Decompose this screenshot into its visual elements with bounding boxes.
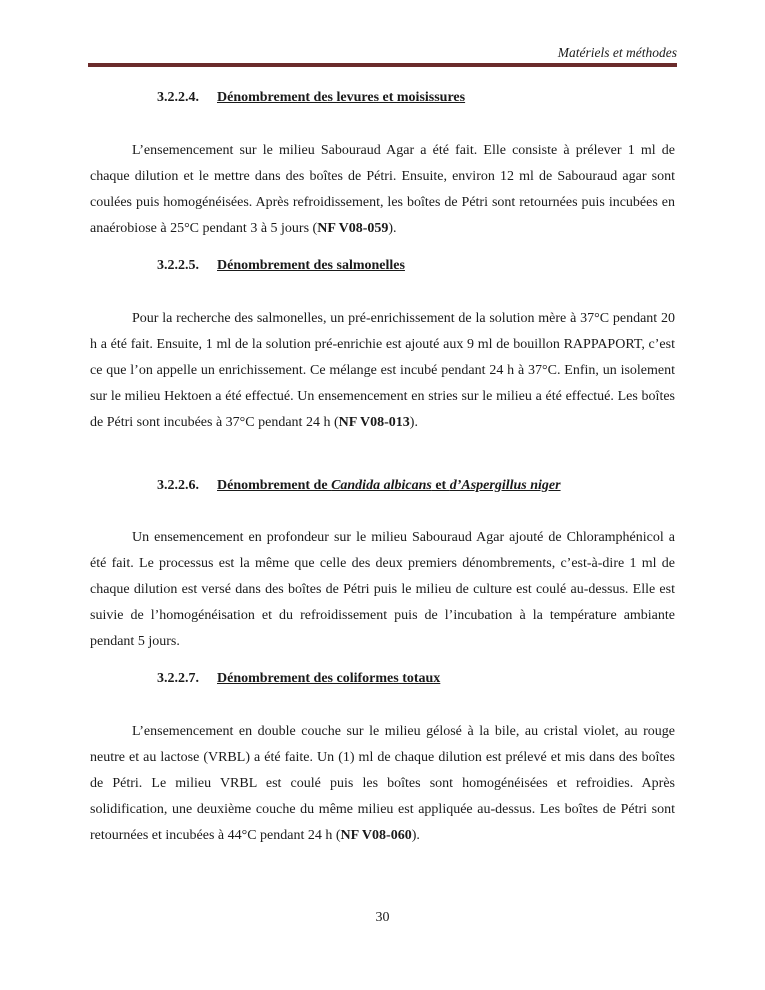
page-number: 30	[375, 910, 390, 925]
section-heading-3-2-2-7	[157, 671, 440, 687]
section-number: 3.2.2.7.	[157, 671, 199, 686]
section-heading-3-2-2-6	[157, 478, 561, 494]
section-title: Dénombrement des coliformes totaux	[217, 671, 441, 686]
paragraph-salmonelles: Pour la recherche des salmonelles, un pré-enrichissement de la solution mère à 37°C pendant 20 h a été fait. Ensuite, 1 ml de la solution pré-enrichie est ajouté aux 9 ml de bouillon RAPPAPORT, c’est ce que l’on appelle un enrichissement. Ce mélange est incubé pendant 24 h à 37°C. Enfin, un isolement sur le milieu Hektoen a été effectué. Un ensemencement en stries sur le milieu a été effectué. Les boîtes de Pétri sont incubées à 37°C pendant 24 h (NF V08-013).	[90, 311, 675, 430]
header-rule	[88, 63, 677, 67]
species-candida: Candida albicans	[331, 478, 432, 493]
paragraph-candida-aspergillus: Un ensemencement en profondeur sur le milieu Sabouraud Agar ajouté de Chloramphénicol a été fait. Le processus est la même que celle des deux premiers dénombrements, c’est-à-dire 1 ml de chaque dilution est versé dans des boîtes de Pétri puis le milieu de culture est coulé au-dessus. Elle est suivie de l’homogénéisation et du refroidissement puis de l’incubation à la température ambiante pendant 5 jours.	[90, 530, 675, 649]
paragraph-levures: L’ensemencement sur le milieu Sabouraud Agar a été fait. Elle consiste à prélever 1 ml de chaque dilution et le mettre dans des boîtes de Pétri. Ensuite, environ 12 ml de Sabouraud agar sont coulées puis homogénéisées. Après refroidissement, les boîtes de Pétri sont retournées puis incubées en anaérobiose à 25°C pendant 3 à 5 jours (NF V08-059).	[90, 143, 675, 236]
paragraph-coliformes: L’ensemencement en double couche sur le milieu gélosé à la bile, au cristal violet, au rouge neutre et au lactose (VRBL) a été faite. Un (1) ml de chaque dilution est prélevé et mis dans des boîtes de Pétri. Le milieu VRBL est coulé puis les boîtes sont homogénéisées et refroidies. Après solidification, une deuxième couche du même milieu est appliquée au-dessus. Les boîtes de Pétri sont retournées et incubées à 44°C pendant 24 h (NF V08-060).	[90, 724, 675, 843]
running-header: Matériels et méthodes	[557, 45, 677, 60]
section-number: 3.2.2.6.	[157, 478, 199, 493]
section-title: Dénombrement des levures et moisissures	[217, 90, 466, 105]
species-aspergillus: d’Aspergillus niger	[449, 478, 561, 493]
section-number: 3.2.2.5.	[157, 258, 199, 273]
section-title: Dénombrement des salmonelles	[217, 258, 405, 273]
norm-reference: NF V08-060	[340, 828, 412, 843]
norm-reference: NF V08-059	[317, 221, 389, 236]
section-heading-3-2-2-5	[157, 258, 405, 274]
section-title: Dénombrement de Candida albicans et d’Aspergillus niger	[217, 478, 561, 493]
section-heading-3-2-2-4	[157, 90, 465, 106]
section-number: 3.2.2.4.	[157, 90, 199, 105]
norm-reference: NF V08-013	[338, 415, 410, 430]
